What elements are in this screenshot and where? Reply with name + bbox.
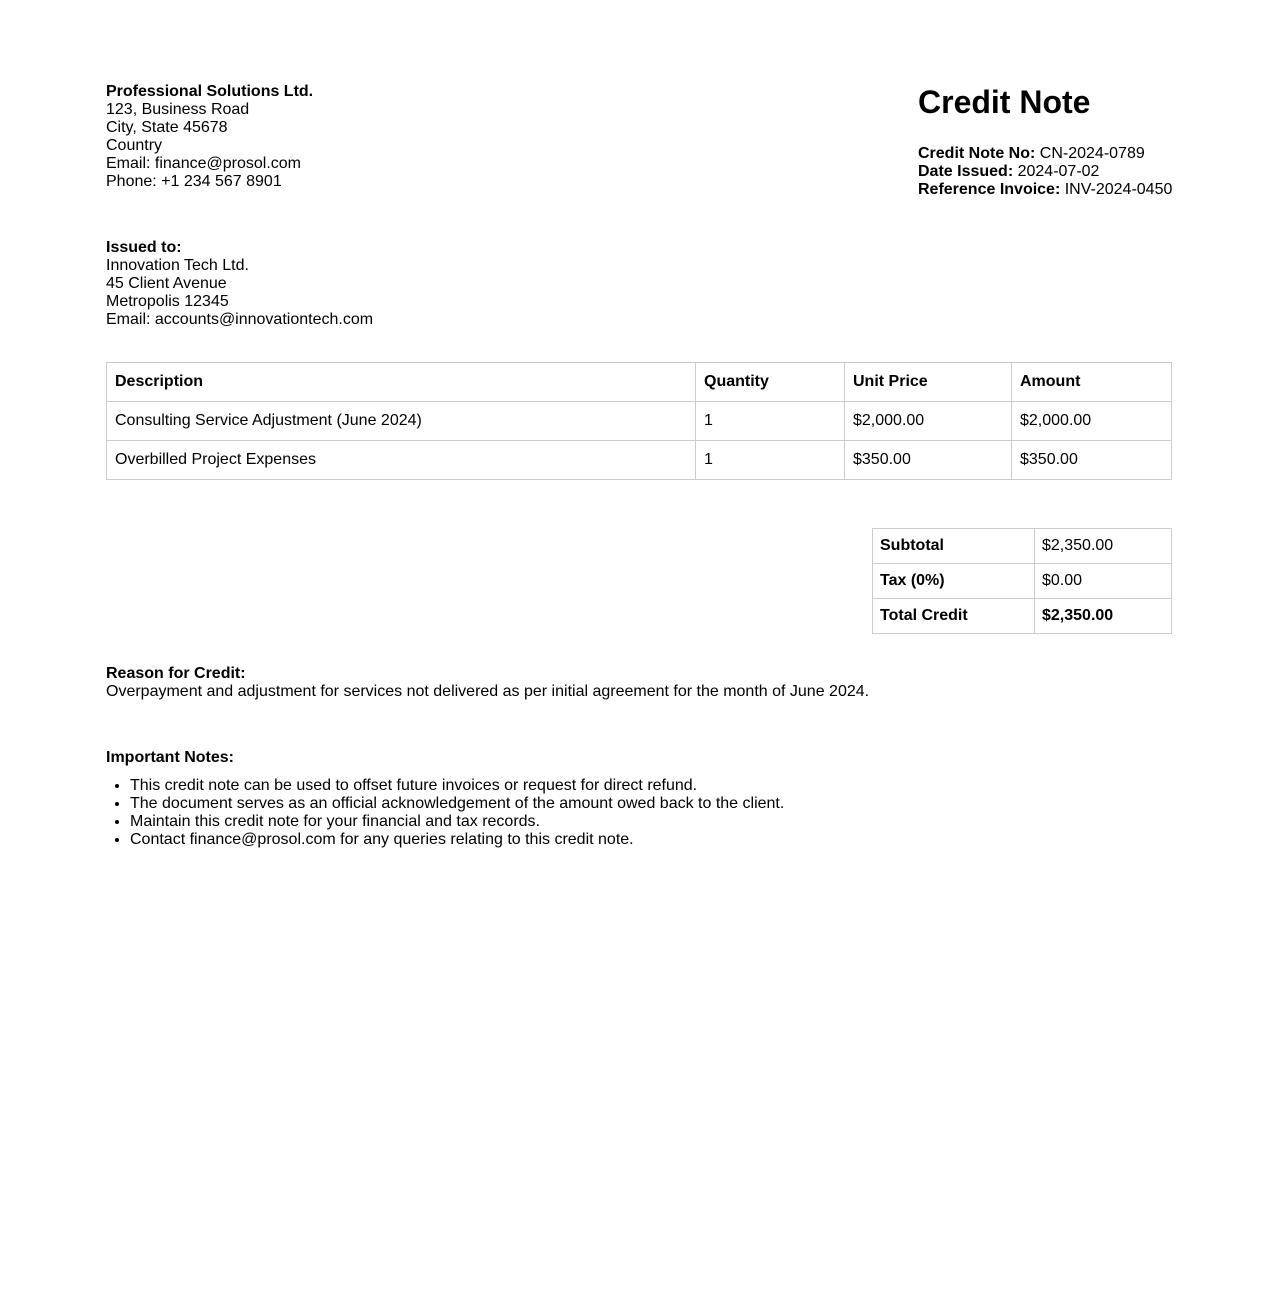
cell-quantity: 1 bbox=[696, 402, 845, 441]
credit-note-number bbox=[918, 145, 1218, 163]
client-email: Email: accounts@innovationtech.com bbox=[106, 311, 374, 328]
document-meta bbox=[918, 145, 1218, 199]
line-items-table bbox=[106, 362, 1172, 480]
date-issued-value: 2024-07-02 bbox=[1017, 163, 1100, 180]
table-header-row bbox=[107, 363, 1172, 402]
subtotal-label: Subtotal bbox=[873, 529, 1035, 564]
company-email: Email: finance@prosol.com bbox=[106, 155, 301, 172]
subtotal-value: $2,350.00 bbox=[1035, 529, 1172, 564]
company-address-line2: City, State 45678 bbox=[106, 119, 228, 136]
date-issued-label: Date Issued: bbox=[918, 163, 1014, 180]
total-value: $2,350.00 bbox=[1035, 599, 1172, 634]
reason-section bbox=[106, 665, 1172, 701]
list-item: • Maintain this credit note for your financial and tax records. bbox=[130, 813, 1172, 831]
header-description: Description bbox=[107, 363, 696, 402]
cell-amount: $350.00 bbox=[1012, 441, 1172, 480]
notes-list bbox=[106, 777, 1172, 849]
credit-note-number-label: Credit Note No: bbox=[918, 145, 1036, 162]
totals-table bbox=[872, 528, 1172, 634]
company-country: Country bbox=[106, 137, 163, 154]
header-unit-price: Unit Price bbox=[845, 363, 1012, 402]
issued-to-label: Issued to: bbox=[106, 239, 182, 256]
list-item: • This credit note can be used to offset future invoices or request for direct refund. bbox=[130, 777, 1172, 795]
company-name: Professional Solutions Ltd. bbox=[106, 83, 314, 100]
table-row bbox=[107, 441, 1172, 480]
client-name: Innovation Tech Ltd. bbox=[106, 257, 249, 274]
total-label: Total Credit bbox=[873, 599, 1035, 634]
header-amount: Amount bbox=[1012, 363, 1172, 402]
notes-label: Important Notes: bbox=[106, 749, 234, 766]
document-title: Credit Note bbox=[918, 84, 1091, 120]
reason-text: Overpayment and adjustment for services not delivered as per initial agreement for the month of June 2024. bbox=[106, 683, 870, 700]
list-item: • Contact finance@prosol.com for any queries relating to this credit note. bbox=[130, 831, 1172, 849]
reference-invoice-value: INV-2024-0450 bbox=[1064, 181, 1173, 198]
company-phone: Phone: +1 234 567 8901 bbox=[106, 173, 282, 190]
header-quantity: Quantity bbox=[696, 363, 845, 402]
company-info bbox=[106, 83, 506, 191]
issued-to bbox=[106, 239, 606, 329]
cell-description: Overbilled Project Expenses bbox=[107, 441, 696, 480]
reference-invoice-label: Reference Invoice: bbox=[918, 181, 1061, 198]
table-row bbox=[107, 402, 1172, 441]
company-address-line1: 123, Business Road bbox=[106, 101, 250, 118]
notes-section bbox=[106, 749, 1172, 849]
reference-invoice bbox=[918, 181, 1218, 199]
cell-description: Consulting Service Adjustment (June 2024) bbox=[107, 402, 696, 441]
document-header bbox=[918, 83, 1218, 199]
cell-quantity: 1 bbox=[696, 441, 845, 480]
tax-row bbox=[873, 564, 1172, 599]
tax-value: $0.00 bbox=[1035, 564, 1172, 599]
cell-amount: $2,000.00 bbox=[1012, 402, 1172, 441]
total-row bbox=[873, 599, 1172, 634]
credit-note-number-value: CN-2024-0789 bbox=[1039, 145, 1145, 162]
reason-label: Reason for Credit: bbox=[106, 665, 246, 682]
subtotal-row bbox=[873, 529, 1172, 564]
list-item: • The document serves as an official acknowledgement of the amount owed back to the client. bbox=[130, 795, 1172, 813]
date-issued bbox=[918, 163, 1218, 181]
cell-unit-price: $2,000.00 bbox=[845, 402, 1012, 441]
tax-label: Tax (0%) bbox=[873, 564, 1035, 599]
cell-unit-price: $350.00 bbox=[845, 441, 1012, 480]
client-address-line2: Metropolis 12345 bbox=[106, 293, 229, 310]
client-address-line1: 45 Client Avenue bbox=[106, 275, 227, 292]
